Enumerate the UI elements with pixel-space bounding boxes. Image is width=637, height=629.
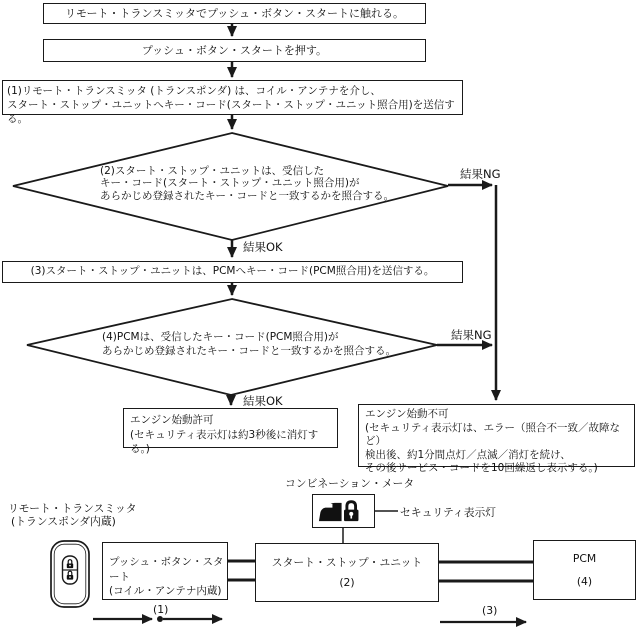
decision-2-text: (4)PCMは、受信したキー・コード(PCM照合用)が あらかじめ登録されたキー・コードと一致するかを照合する。 — [102, 331, 396, 357]
step-press-push-button-start — [43, 39, 426, 62]
result-ok-label-1: 結果OK — [243, 240, 283, 254]
signal-3-label: (3) — [482, 604, 498, 617]
step-text: プッシュ・ボタン・スタートを押す。 — [141, 43, 328, 57]
remote-transmitter-label: リモート・トランスミッタ (トランスポンダ内蔵) — [8, 502, 137, 528]
push-button-start-box: プッシュ・ボタン・スタート (コイル・アンテナ内蔵) — [102, 542, 228, 600]
car-lock-icon — [317, 498, 371, 525]
step-text-line2: スタート・ストップ・ユニットへキー・コード(スタート・ストップ・ユニット照合用)を送信する。 — [7, 99, 455, 125]
signal-junction-dot — [157, 616, 163, 622]
step-send-pcm-key-code — [2, 261, 463, 283]
combination-meter-label: コンビネーション・メータ — [285, 477, 415, 490]
key-fob-icon — [50, 540, 90, 608]
signal-1-label: (1) — [153, 603, 169, 616]
pcm-box: PCM (4) — [533, 540, 636, 600]
step-text-line1: (1)リモート・トランスミッタ (トランスポンダ) は、コイル・アンテナを介し、 — [7, 85, 381, 97]
step-touch-push-button-start — [43, 3, 426, 24]
result-ng-label-2: 結果NG — [451, 328, 492, 342]
step-transmit-key-code — [2, 80, 463, 125]
step-text: (3)スタート・ストップ・ユニットは、PCMへキー・コード(PCM照合用)を送信する。 — [30, 265, 435, 278]
start-stop-unit-box: スタート・ストップ・ユニット (2) — [255, 543, 439, 602]
security-indicator-label: セキュリティ表示灯 — [400, 506, 497, 519]
result-ok-label-2: 結果OK — [243, 394, 283, 408]
signal-arrows — [93, 616, 526, 622]
result-ng-label-1: 結果NG — [460, 167, 501, 181]
decision-1-text: (2)スタート・ストップ・ユニットは、受信した キー・コード(スタート・ストップ・ユニット照合用)が あらかじめ登録されたキー・コードと一致するかを照合する。 — [100, 165, 394, 202]
step-text: リモート・トランスミッタでプッシュ・ボタン・スタートに触れる。 — [64, 6, 405, 20]
engine-start-permitted-box: エンジン始動許可 (セキュリティ表示灯は約3秒後に消灯する。) — [123, 408, 338, 448]
engine-start-prohibited-box: エンジン始動不可 (セキュリティ表示灯は、エラー（照合不一致／故障など） 検出後、約1分間点灯／点滅／消灯を続け、 その後サービス・コードを10回繰返し表示する。) — [358, 404, 635, 467]
combination-meter-box — [312, 494, 375, 528]
